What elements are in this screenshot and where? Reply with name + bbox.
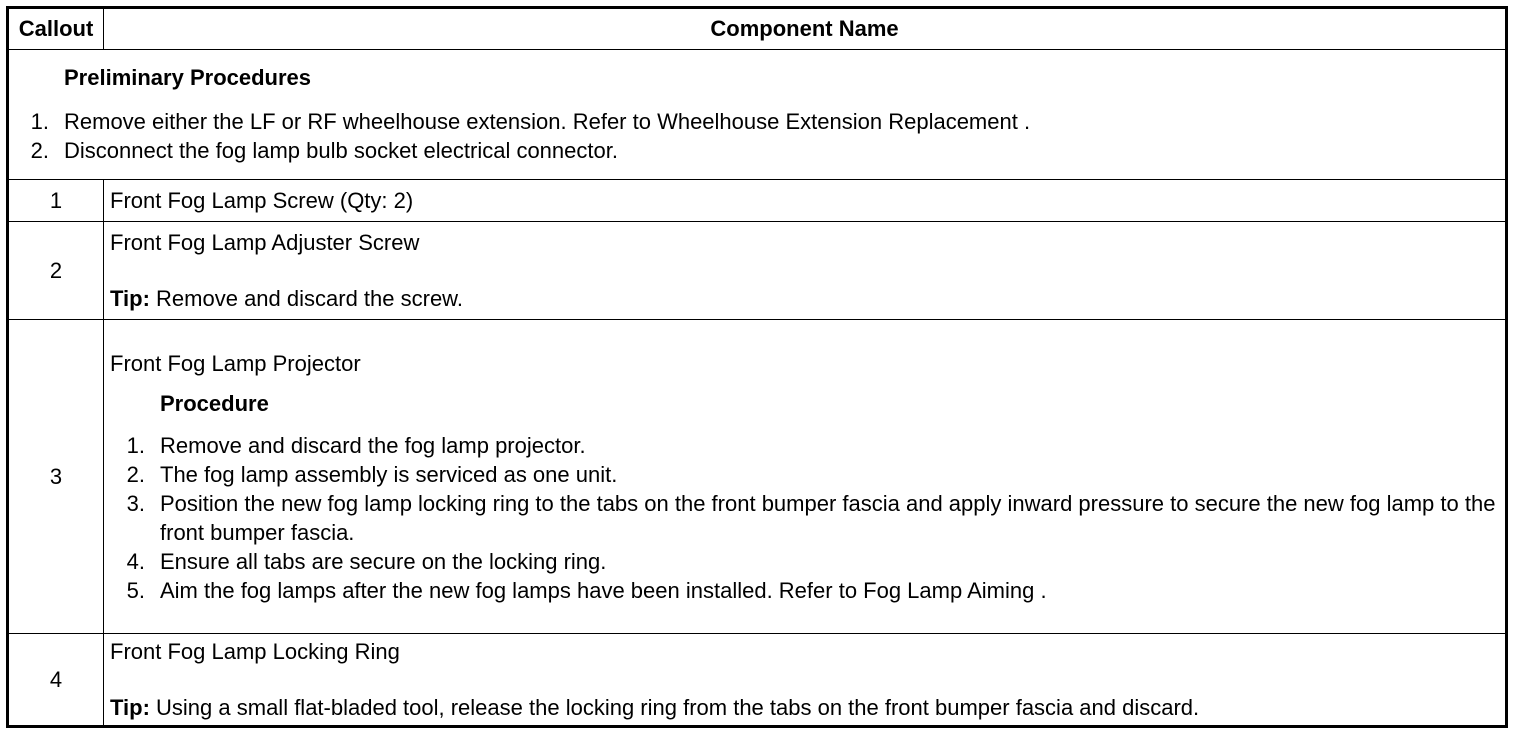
list-item: [110, 576, 1499, 605]
component-cell: [104, 634, 1507, 727]
tip-note: [110, 693, 1499, 723]
table-row: [8, 320, 1507, 634]
table-row: [8, 634, 1507, 727]
callout-number: 4: [8, 634, 104, 727]
list-item: [9, 136, 1505, 165]
table-row: [8, 180, 1507, 222]
step-number: 3.: [126, 490, 145, 516]
step-number: 1.: [126, 432, 145, 458]
callout-column-header: Callout: [8, 8, 104, 50]
component-table: [6, 6, 1508, 728]
component-name: Front Fog Lamp Projector: [110, 350, 361, 376]
component-cell: [104, 222, 1507, 320]
step-number: 2.: [126, 461, 145, 487]
tip-label: Tip:: [110, 694, 150, 720]
step-text: Remove either the LF or RF wheelhouse extension. Refer to Wheelhouse Extension Replacement .: [64, 108, 1031, 134]
component-name-column-header: Component Name: [104, 8, 1507, 50]
preliminary-procedures-row: [8, 50, 1507, 180]
list-item: [9, 107, 1505, 136]
step-number: 4.: [126, 548, 145, 574]
step-number: 5.: [126, 577, 145, 603]
callout-number: 3: [8, 320, 104, 634]
step-text: Aim the fog lamps after the new fog lamps have been installed. Refer to Fog Lamp Aiming .: [160, 577, 1047, 603]
tip-note: [110, 284, 1499, 314]
callout-number: 1: [8, 180, 104, 222]
list-item: [110, 547, 1499, 576]
procedure-steps-list: [110, 431, 1499, 605]
tip-text: Using a small flat-bladed tool, release the locking ring from the tabs on the front bumper fascia and discard.: [149, 694, 1200, 720]
tip-label: Tip:: [110, 285, 150, 311]
table-header-row: [8, 8, 1507, 50]
tip-text: Remove and discard the screw.: [149, 285, 463, 311]
preliminary-steps-list: [9, 107, 1505, 165]
list-item: [110, 431, 1499, 460]
preliminary-heading: Preliminary Procedures: [64, 64, 312, 90]
step-number: 1.: [30, 108, 49, 134]
step-text: Remove and discard the fog lamp projector.: [160, 432, 586, 458]
step-text: Ensure all tabs are secure on the locking ring.: [160, 548, 607, 574]
list-item: [110, 489, 1499, 547]
step-text: The fog lamp assembly is serviced as one unit.: [160, 461, 618, 487]
preliminary-procedures-cell: [8, 50, 1507, 180]
step-text: Position the new fog lamp locking ring to the tabs on the front bumper fascia and apply inward pressure to secure the new fog lamp to the front bumper fascia.: [160, 490, 1496, 545]
component-name: Front Fog Lamp Adjuster Screw: [110, 229, 420, 255]
component-cell: [104, 320, 1507, 634]
component-name: Front Fog Lamp Screw (Qty: 2): [104, 180, 1507, 222]
callout-number: 2: [8, 222, 104, 320]
component-name: Front Fog Lamp Locking Ring: [110, 638, 400, 664]
list-item: [110, 460, 1499, 489]
procedure-heading: Procedure: [160, 390, 269, 416]
table-row: [8, 222, 1507, 320]
step-number: 2.: [30, 137, 49, 163]
step-text: Disconnect the fog lamp bulb socket electrical connector.: [64, 137, 618, 163]
